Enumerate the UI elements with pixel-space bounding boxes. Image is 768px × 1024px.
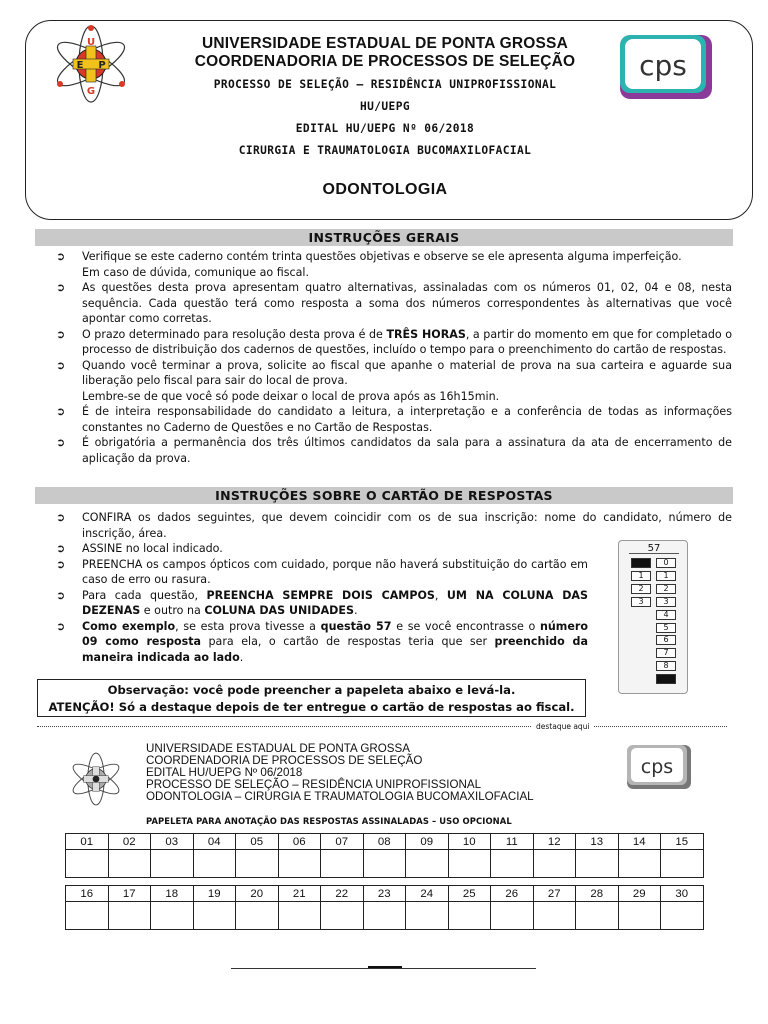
answer-entry-cell[interactable]	[533, 850, 576, 878]
answer-entry-cell[interactable]	[661, 902, 704, 930]
answer-entry-cell[interactable]	[193, 902, 236, 930]
answer-entry-cell[interactable]	[321, 850, 364, 878]
arrow-bullet-icon: ➲	[56, 511, 66, 524]
signature-mark	[368, 966, 402, 968]
stub-info	[146, 743, 534, 803]
units-bubble: 5	[656, 623, 676, 633]
units-bubble: 6	[656, 635, 676, 645]
arrow-bullet-icon: ➲	[56, 281, 66, 294]
units-bubble: 2	[656, 584, 676, 594]
question-number-cell: 12	[533, 834, 576, 850]
list-item: ➲ CONFIRA os dados seguintes, que devem coincidir com os de sua inscrição: nome do candidato, número de inscrição, área.	[56, 511, 732, 540]
list-item: ➲ É de inteira responsabilidade do candidato a leitura, a interpretação e a conferência de todas as informações constantes no Caderno de Questões e no Cartão de Respostas.	[56, 405, 732, 434]
tens-bubble: 3	[631, 597, 651, 607]
list-item: ➲ Verifique se este caderno contém trinta questões objetivas e observe se ele apresenta alguma imperfeição. Em caso de dúvida, comunique ao fiscal.	[56, 250, 682, 279]
cps-small-logo-text: cps	[640, 756, 674, 778]
arrow-bullet-icon: ➲	[56, 358, 66, 372]
logo-letter-u: U	[86, 37, 96, 48]
stub-process: PROCESSO DE SELEÇÃO – RESIDÊNCIA UNIPROFISSIONAL	[146, 778, 482, 791]
question-number-cell: 14	[618, 834, 661, 850]
units-bubble: 8	[656, 661, 676, 671]
units-bubble: 7	[656, 648, 676, 658]
list-item: ➲ O prazo determinado para resolução desta prova é de TRÊS HORAS, a partir do momento em que for completado o processo de distribuição dos cadernos de questões, incluído o tempo para o preenchimento do cartão de respostas.	[56, 327, 733, 356]
answer-entry-cell[interactable]	[66, 902, 109, 930]
question-number-cell: 13	[576, 834, 619, 850]
question-number-cell: 24	[406, 886, 449, 902]
answer-entry-cell[interactable]	[321, 902, 364, 930]
answer-sheet-title: PAPELETA PARA ANOTAÇÃO DAS RESPOSTAS ASSINALADAS – USO OPCIONAL	[146, 816, 512, 826]
question-number-cell: 11	[491, 834, 534, 850]
arrow-bullet-icon: ➲	[56, 557, 66, 571]
units-bubble: 4	[656, 610, 676, 620]
units-bubble: 1	[656, 571, 676, 581]
question-number-cell: 17	[108, 886, 151, 902]
cps-logo-icon	[620, 35, 712, 99]
answer-entry-cell[interactable]	[491, 850, 534, 878]
tens-bubble: 2	[631, 584, 651, 594]
question-number-cell: 30	[661, 886, 704, 902]
question-number-cell: 15	[661, 834, 704, 850]
stub-edital: EDITAL HU/UEPG Nº 06/2018	[146, 766, 303, 779]
question-number-cell: 19	[193, 886, 236, 902]
question-number-cell: 08	[363, 834, 406, 850]
question-number-cell: 25	[448, 886, 491, 902]
answer-entry-cell[interactable]	[108, 850, 151, 878]
answer-entry-cell[interactable]	[278, 850, 321, 878]
answer-entry-cell[interactable]	[661, 850, 704, 878]
units-bubble	[656, 674, 676, 684]
question-number-cell: 04	[193, 834, 236, 850]
example-answer-card	[618, 540, 688, 694]
answer-entry-cell[interactable]	[151, 850, 194, 878]
university-name: UNIVERSIDADE ESTADUAL DE PONTA GROSSA	[202, 35, 568, 52]
question-number-cell: 29	[618, 886, 661, 902]
answer-entry-cell[interactable]	[193, 850, 236, 878]
example-question-number: 57	[629, 543, 679, 554]
answer-entry-cell[interactable]	[363, 850, 406, 878]
question-number-cell: 16	[66, 886, 109, 902]
answer-entry-cell[interactable]	[576, 850, 619, 878]
answer-entry-cell[interactable]	[363, 902, 406, 930]
process-name: PROCESSO DE SELEÇÃO – RESIDÊNCIA UNIPROFISSIONAL	[213, 78, 557, 91]
tens-bubble: 1	[631, 571, 651, 581]
question-number-cell: 22	[321, 886, 364, 902]
logo-letter-e: E	[76, 60, 84, 71]
observation-box	[37, 679, 586, 717]
question-number-cell: 05	[236, 834, 279, 850]
general-instructions-list	[56, 249, 732, 466]
uepg-atom-logo-icon	[50, 24, 132, 104]
detach-label: destaque aqui	[532, 722, 594, 731]
arrow-bullet-icon: ➲	[56, 542, 66, 555]
answer-entry-cell[interactable]	[533, 902, 576, 930]
list-item: ➲ Para cada questão, PREENCHA SEMPRE DOIS CAMPOS, UM NA COLUNA DAS DEZENAS e outro na COLUNA DAS UNIDADES.	[56, 588, 589, 617]
question-number-cell: 10	[448, 834, 491, 850]
answer-entry-cell[interactable]	[406, 902, 449, 930]
units-bubble: 0	[656, 558, 676, 568]
detach-dotted-line	[37, 726, 727, 727]
question-number-cell: 07	[321, 834, 364, 850]
answer-entry-cell[interactable]	[448, 902, 491, 930]
list-item: ➲ PREENCHA os campos ópticos com cuidado, porque não haverá substituição do cartão em caso de erro ou rasura.	[56, 557, 588, 586]
arrow-bullet-icon: ➲	[56, 327, 66, 341]
question-number-cell: 20	[236, 886, 279, 902]
units-bubble: 3	[656, 597, 676, 607]
cps-logo-text: cps	[639, 49, 687, 82]
answer-entry-cell[interactable]	[236, 850, 279, 878]
question-number-cell: 06	[278, 834, 321, 850]
observation-line-2: ATENÇÃO! Só a destaque depois de ter entregue o cartão de respostas ao fiscal.	[48, 700, 575, 714]
list-item: ➲ ASSINE no local indicado.	[56, 542, 223, 555]
uepg-atom-logo-small-icon	[68, 750, 124, 808]
logo-letter-g: G	[86, 86, 96, 97]
list-item: ➲ As questões desta prova apresentam quatro alternativas, assinaladas com os números 01, 02, 04 e 08, nesta sequência. Cada questão terá como resposta a soma dos números correspondentes às alternativas que você apontar como corretas.	[56, 281, 732, 325]
hospital-name: HU/UEPG	[360, 100, 410, 113]
arrow-bullet-icon: ➲	[56, 250, 66, 263]
stub-university: UNIVERSIDADE ESTADUAL DE PONTA GROSSA	[146, 742, 410, 755]
answer-grid-16-30	[65, 885, 704, 930]
answer-entry-cell[interactable]	[618, 850, 661, 878]
answer-entry-cell[interactable]	[151, 902, 194, 930]
answer-grid-1-15	[65, 833, 704, 878]
answer-entry-cell[interactable]	[278, 902, 321, 930]
stub-coordination: COORDENADORIA DE PROCESSOS DE SELEÇÃO	[146, 754, 423, 767]
answer-entry-cell[interactable]	[491, 902, 534, 930]
observation-line-1: Observação: você pode preencher a papeleta abaixo e levá-la.	[107, 683, 516, 697]
question-number-cell: 28	[576, 886, 619, 902]
list-item: ➲ Como exemplo, se esta prova tivesse a questão 57 e se você encontrasse o número 09 como resposta para ela, o cartão de respostas teria que ser preenchido da maneira indicada ao lado.	[56, 619, 588, 664]
exam-subject: ODONTOLOGIA	[322, 181, 448, 198]
question-number-cell: 26	[491, 886, 534, 902]
card-instructions-title: INSTRUÇÕES SOBRE O CARTÃO DE RESPOSTAS	[35, 487, 733, 504]
question-number-cell: 23	[363, 886, 406, 902]
general-instructions-title: INSTRUÇÕES GERAIS	[35, 229, 733, 246]
signature-line	[231, 968, 536, 969]
answer-entry-cell[interactable]	[108, 902, 151, 930]
question-number-cell: 18	[151, 886, 194, 902]
arrow-bullet-icon: ➲	[56, 405, 66, 418]
arrow-bullet-icon: ➲	[56, 619, 66, 633]
question-number-cell: 03	[151, 834, 194, 850]
list-item: ➲ Quando você terminar a prova, solicite ao fiscal que apanhe o material de prova na sua carteira e aguarde sua liberação pelo fiscal para sair do local de prova. Lembre-se de que você só pode deixar o local de prova após as 16h15min.	[56, 358, 732, 403]
question-number-cell: 02	[108, 834, 151, 850]
logo-letter-p: P	[98, 60, 106, 71]
list-item: ➲ É obrigatória a permanência dos três últimos candidatos da sala para a assinatura da ata de encerramento de aplicação da prova.	[56, 436, 732, 465]
tens-bubble	[631, 558, 651, 568]
answer-entry-cell[interactable]	[448, 850, 491, 878]
question-number-cell: 09	[406, 834, 449, 850]
question-number-cell: 27	[533, 886, 576, 902]
edital-number: EDITAL HU/UEPG Nº 06/2018	[295, 122, 475, 135]
arrow-bullet-icon: ➲	[56, 588, 66, 602]
answer-entry-cell[interactable]	[66, 850, 109, 878]
stub-specialty: ODONTOLOGIA – CIRURGIA E TRAUMATOLOGIA BUCOMAXILOFACIAL	[146, 790, 534, 803]
answer-entry-cell[interactable]	[576, 902, 619, 930]
question-number-cell: 21	[278, 886, 321, 902]
arrow-bullet-icon: ➲	[56, 436, 66, 449]
question-number-cell: 01	[66, 834, 109, 850]
specialty-name: CIRURGIA E TRAUMATOLOGIA BUCOMAXILOFACIAL	[238, 144, 532, 157]
answer-entry-cell[interactable]	[236, 902, 279, 930]
answer-entry-cell[interactable]	[406, 850, 449, 878]
cps-logo-small-icon	[627, 745, 691, 789]
coordination-name: COORDENADORIA DE PROCESSOS DE SELEÇÃO	[194, 53, 576, 70]
answer-entry-cell[interactable]	[618, 902, 661, 930]
